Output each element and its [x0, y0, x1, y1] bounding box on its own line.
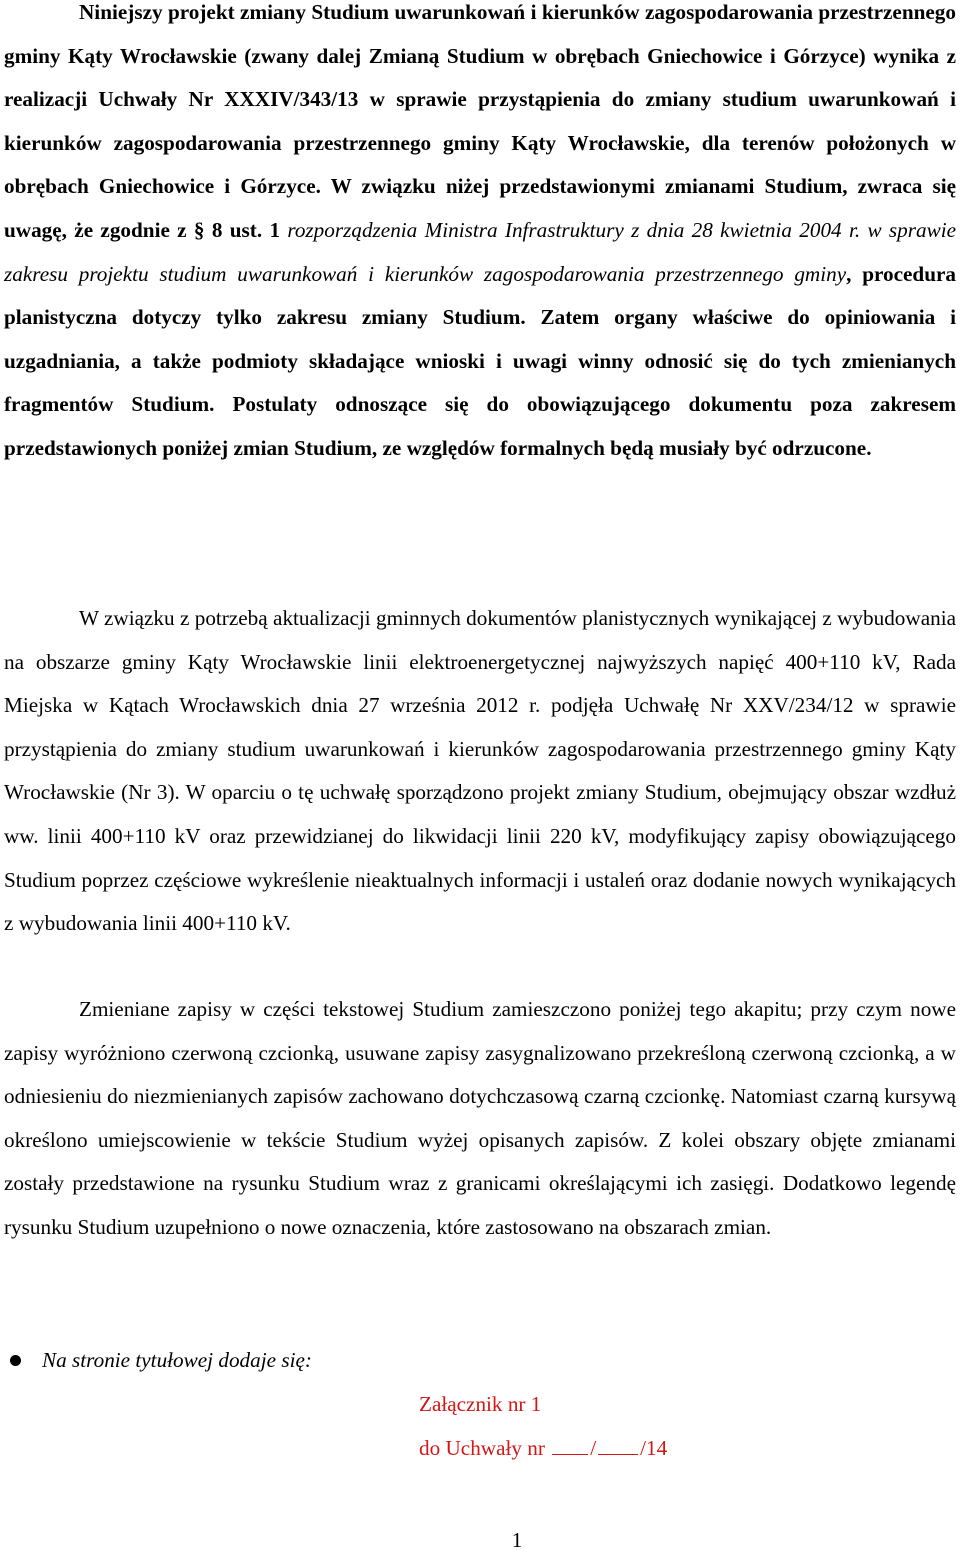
intro-paragraph: [4, 0, 956, 471]
bullet-dot-icon: [10, 1355, 21, 1366]
context-paragraph: W związku z potrzebą aktualizacji gminnych dokumentów planistycznych wynikającej z wybudowania na obszarze gminy Kąty Wrocławskie linii elektroenergetycznej najwyższych napięć 400+110 kV, Rada Miejska w Kątach Wrocławskich dnia 27 września 2012 r. podjęła Uchwałę Nr XXV/234/12 w sprawie przystąpienia do zmiany studium uwarunkowań i kierunków zagospodarowania przestrzennego gminy Kąty Wrocławskie (Nr 3). W oparciu o tę uchwałę sporządzono projekt zmiany Studium, obejmujący obszar wzdłuż ww. linii 400+110 kV oraz przewidzianej do likwidacji linii 220 kV, modyfikujący zapisy obowiązującego Studium poprzez częściowe wykreślenie nieaktualnych informacji i ustaleń oraz dodanie nowych wynikających z wybudowania linii 400+110 kV.: [4, 606, 956, 936]
annex-separator: /: [590, 1436, 597, 1460]
regulation-title-text: rozporządzenia Ministra Infrastruktury z dnia 28 kwietnia 2004 r. w sprawie zakresu projektu studium uwarunkowań i kierunków zagospodarowania przestrzennego gminy: [4, 217, 957, 286]
annex-suffix: /14: [640, 1436, 668, 1460]
formatting-paragraph: Zmieniane zapisy w części tekstowej Studium zamieszczono poniżej tego akapitu; przy czym nowe zapisy wyróżniono czerwoną czcionką, usuwane zapisy zasygnalizowano przekreśloną czerwoną czcionką, a w odniesieniu do niezmienianych zapisów zachowano dotychczasową czarną czcionkę. Natomiast czarną kursywą określono umiejscowienie w tekście Studium wyżej opisanych zapisów. Z kolei obszary objęte zmianami zostały przedstawione na rysunku Studium wraz z granicami określającymi ich zasięgi. Dodatkowo legendę rysunku Studium uzupełniono o nowe oznaczenia, które zastosowano na obszarach zmian.: [4, 997, 956, 1239]
bullet-text: Na stronie tytułowej dodaje się:: [42, 1348, 312, 1372]
intro-text-run: Niniejszy projekt zmiany Studium uwarunkowań i kierunków zagospodarowania przestrzennego gminy Kąty Wrocławskie (zwany dalej Zmianą Studium w obrębach Gniechowice i Górzyce) wynika z realizacji Uchwały Nr XXXIV/343/13 w sprawie przystąpienia do zmiany studium uwarunkowań i kierunków zagospodarowania przestrzennego gminy Kąty Wrocławskie, dla terenów położonych w obrębach Gniechowice i Górzyce. W związku niżej przedstawionymi zmianami Studium, zwraca się uwagę, że zgodnie z: [4, 0, 956, 242]
section-sign: §: [193, 217, 205, 242]
intro-text-article: 8 ust. 1: [211, 217, 281, 242]
annex-prefix: do Uchwały nr: [419, 1436, 551, 1460]
bullet-item: [4, 1338, 956, 1382]
annex-title: Załącznik nr 1: [419, 1392, 542, 1416]
page-number: 1: [511, 1528, 523, 1552]
intro-text-conclusion: , procedura planistyczna dotyczy tylko zakresu zmiany Studium. Zatem organy właściwe do opiniowania i uzgadniania, a także podmioty składające wnioski i uwagi winny odnosić się do tych zmienianych fragmentów Studium. Postulaty odnoszące się do obowiązującego dokumentu poza zakresem przedstawionych poniżej zmian Studium, ze względów formalnych będą musiały być odrzucone.: [4, 261, 957, 460]
blank-number-field: [552, 1432, 588, 1455]
blank-year-field: [598, 1432, 638, 1455]
annex-resolution-line: [419, 1426, 667, 1470]
